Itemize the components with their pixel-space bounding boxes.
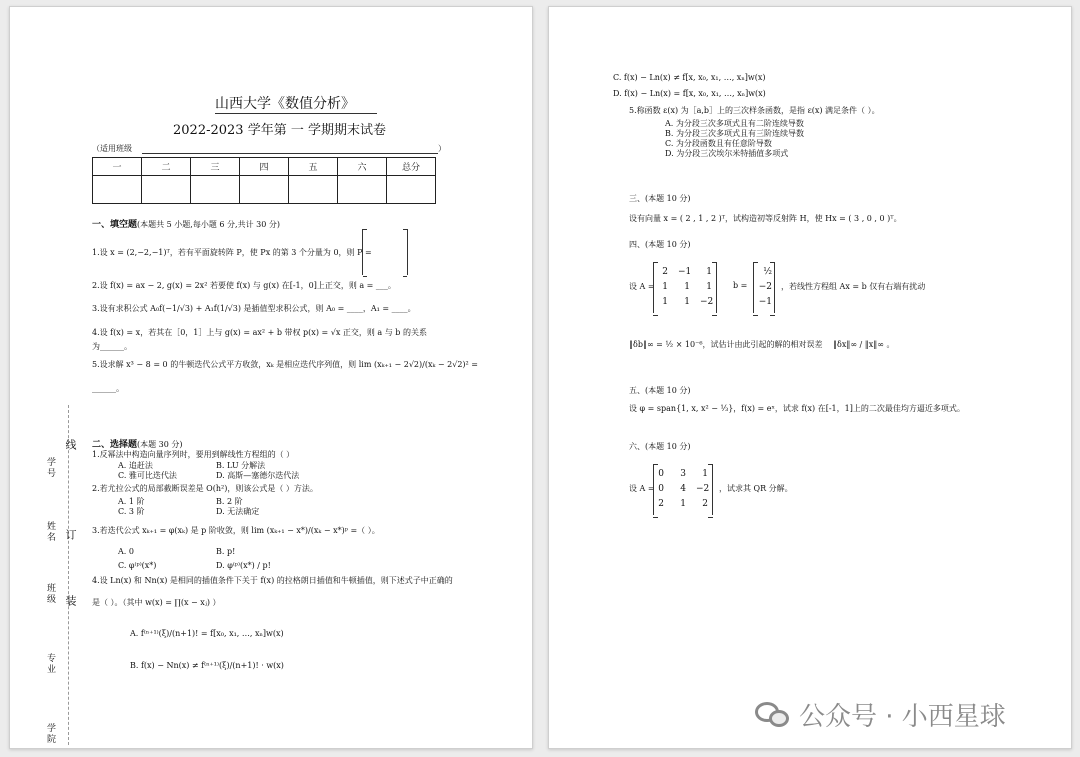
section4-relative-error: ‖δx‖∞ / ‖x‖∞ 。 [833,340,895,349]
watermark-text: 公众号 · 小西星球 [799,702,1006,732]
side-label-class: 班级 [45,583,55,605]
mc-q2-option-d: D. 无法确定 [216,507,260,516]
matrix-cell: 0 [658,469,664,479]
question-3: 3.设有求积公式 A₀f(−1/√3) + A₁f(1/√3) 是插值型求积公式，则 A₀ = ____，A₁ = ____。 [92,304,416,313]
exam-page-left [9,6,533,749]
matrix-qr-rows [658,467,708,512]
section4-heading: 四、(本题 10 分) [629,240,691,249]
score-header: 二 [142,158,191,176]
applicable-class: （适用班级 [92,144,132,153]
mc-q2-option-a: A. 1 阶 [118,497,145,506]
matrix-a [653,263,717,313]
mc-q4-option-c: C. f(x) − Ln(x) ≠ f[x, x₀, x₁, …, xₙ]w(x) [613,73,766,82]
mc-question-4a: 4.设 Ln(x) 和 Nn(x) 是相同的插值条件下关于 f(x) 的拉格朗日插值和牛顿插值，则下述式子中正确的 [92,576,453,585]
mc-q4-option-a: A. f⁽ⁿ⁺¹⁾(ξ)/(n+1)! = f[x₀, x₁, …, xₙ]w(x) [130,629,284,638]
mc-question-3: 3.若迭代公式 xₖ₊₁ = φ(xₖ) 是 p 阶收敛，则 lim (xₖ₊₁ − x*)/(xₖ − x*)ᵖ =（ ）。 [92,526,380,535]
question-4a: 4.设 f(x) = x，若其在［0，1］上与 g(x) = ax² + b 带权 p(x) = √x 正交，则 a 与 b 的关系 [92,328,427,337]
vector-b-label: b = [733,281,748,290]
score-header: 三 [191,158,240,176]
mc-q1-option-a: A. 追赶法 [118,461,153,470]
matrix-row [658,295,712,310]
matrix-cell: 0 [658,484,664,494]
matrix-a-rows [658,265,712,310]
score-header: 五 [289,158,338,176]
mc-q5-option-d: D. 为分段三次埃尔米特插值多项式 [665,149,789,158]
matrix-cell: 4 [680,484,686,494]
score-cell [191,176,240,204]
matrix-cell: 1 [706,267,712,277]
score-header: 六 [338,158,387,176]
vector-b-rows [756,265,772,310]
mc-q2-option-b: B. 2 阶 [216,497,243,506]
section5-body: 设 φ = span{1, x, x² − ⅓}，f(x) = eˣ，试求 f(x) 在[-1，1]上的二次最佳均方逼近多项式。 [629,404,965,413]
mc-q5-option-a: A. 为分段三次多项式且有二阶连续导数 [665,119,804,128]
section6-text: ，试求其 QR 分解。 [719,484,793,493]
side-label-major: 专业 [45,653,55,675]
mc-q4-option-d: D. f(x) − Ln(x) = f[x, x₀, x₁, …, xₙ]w(x) [613,89,766,98]
side-label-line: 线 [64,439,77,452]
question-5b: ______。 [92,384,124,393]
vector-cell: ½ [763,267,772,277]
exam-title: 山西大学《数值分析》 [215,96,355,112]
matrix-row [658,280,712,295]
score-cell [93,176,142,204]
score-header: 一 [93,158,142,176]
vector-cell: −2 [758,282,772,292]
side-label-college: 学院 [45,723,55,745]
matrix-cell: 1 [702,469,708,479]
matrix-cell: 1 [706,282,712,292]
question-4b: 为______。 [92,342,132,351]
mc-q3-option-a: A. 0 [118,547,134,556]
matrix-cell: −2 [696,484,710,494]
mc-q2-option-c: C. 3 阶 [118,507,145,516]
matrix-cell: 1 [684,282,690,292]
matrix-row [658,497,708,512]
side-label-staple: 订 [64,529,77,542]
vector-row [756,280,772,295]
mc-q1-option-d: D. 高斯—塞德尔迭代法 [216,471,300,480]
mc-q3-option-d: D. φ⁽ᵖ⁾(x*) / p! [216,561,271,570]
side-label-name: 姓名 [45,521,55,543]
matrix-cell: 1 [684,297,690,307]
mc-q5-option-b: B. 为分段三次多项式且有三阶连续导数 [665,129,804,138]
title-underline [215,113,377,114]
side-label-student-id: 学号 [45,457,55,479]
vector-row [756,295,772,310]
binding-line [68,405,69,745]
score-table [92,157,436,204]
score-cell [240,176,289,204]
section4-a-label: 设 A = [629,282,655,291]
score-cell [387,176,436,204]
applicable-class-end: ） [438,144,446,153]
matrix-row [658,265,712,280]
question-2: 2.设 f(x) = ax − 2, g(x) = 2x² 若要使 f(x) 与 g(x) 在[-1，0]上正交，则 a = ___。 [92,281,396,290]
section2-heading: 二、选择题 [92,440,138,450]
side-label-binding: 装 [64,595,77,608]
mc-q1-option-b: B. LU 分解法 [216,461,266,470]
section1-heading-line [92,217,280,230]
section2-note: (本题 30 分) [137,440,183,449]
vector-row [756,265,772,280]
matrix-cell: 3 [680,469,686,479]
matrix-cell: 2 [658,499,664,509]
section6-heading: 六、(本题 10 分) [629,442,691,451]
vector-cell: −1 [758,297,772,307]
mc-question-2: 2.若尤拉公式的局部截断误差是 O(h²)，则该公式是（ ）方法。 [92,484,318,493]
matrix-cell: 2 [662,267,668,277]
matrix-cell: 1 [680,499,686,509]
wechat-icon [755,700,791,730]
section1-note: (本题共 5 小题,每小题 6 分,共计 30 分) [137,220,280,229]
mc-q5-option-c: C. 为分段函数且有任意阶导数 [665,139,772,148]
exam-subtitle: 2022-2023 学年第 一 学期期末试卷 [173,123,386,138]
mc-q4-option-b: B. f(x) − Nn(x) ≠ f⁽ⁿ⁺¹⁾(ξ)/(n+1)! · w(x) [130,661,284,670]
vector-b [753,263,775,313]
score-cell [338,176,387,204]
matrix-qr [653,465,713,515]
mc-question-4b: 是（ ）。（其中 w(x) = ∏(x − xⱼ) ） [92,598,221,607]
class-underline [142,153,438,154]
question-1: 1.设 x = (2,−2,−1)ᵀ，若有平面旋转阵 P，使 Px 的第 3 个分量为 0，则 P = [92,248,372,257]
wechat-watermark [755,696,1006,733]
section4-delta: ‖δb‖∞ = ½ × 10⁻⁶，试估计由此引起的解的相对误差 [629,340,823,349]
mc-question-5: 5.称函数 ε(x) 为［a,b］上的三次样条函数，是指 ε(x) 满足条件（ ）。 [629,106,880,115]
matrix-cell: −2 [700,297,714,307]
score-header: 四 [240,158,289,176]
matrix-cell: 2 [702,499,708,509]
section5-heading: 五、(本题 10 分) [629,386,691,395]
score-header: 总分 [387,158,436,176]
matrix-row [658,467,708,482]
answer-matrix-bracket [362,229,408,275]
section1-heading: 一、填空题 [92,220,138,230]
section3-heading: 三、(本题 10 分) [629,194,691,203]
section4-text: ，若线性方程组 Ax = b 仅有右端有扰动 [781,282,926,291]
mc-question-1: 1.反幂法中构造向量序列时，要用到解线性方程组的（ ） [92,450,295,459]
question-5a: 5.设求解 x³ − 8 = 0 的牛顿迭代公式平方收敛，xₖ 是相应迭代序列值，则 lim (xₖ₊₁ − 2√2)/(xₖ − 2√2)² = [92,360,479,369]
mc-q3-option-c: C. φ⁽ᵖ⁾(x*) [118,561,157,570]
matrix-cell: 1 [662,297,668,307]
exam-page-right [548,6,1072,749]
matrix-cell: 1 [662,282,668,292]
section3-body: 设有向量 x = ( 2 , 1 , 2 )ᵀ，试构造初等反射阵 H，使 Hx = ( 3 , 0 , 0 )ᵀ。 [629,214,902,223]
matrix-row [658,482,708,497]
score-cell [289,176,338,204]
mc-q1-option-c: C. 雅可比迭代法 [118,471,177,480]
score-cell [142,176,191,204]
mc-q3-option-b: B. p! [216,547,236,556]
matrix-cell: −1 [678,267,692,277]
section6-a-label: 设 A = [629,484,655,493]
